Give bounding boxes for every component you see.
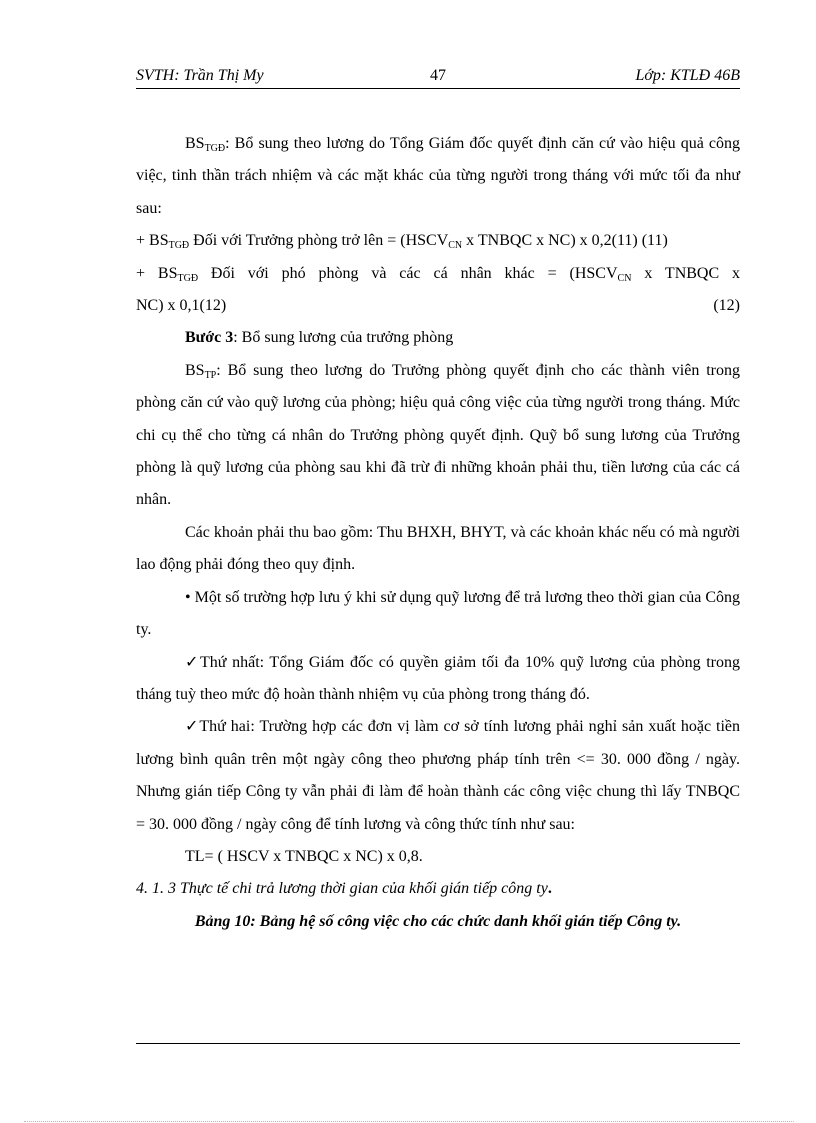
- deductions-paragraph: Các khoản phải thu bao gồm: Thu BHXH, BHYT, và các khoản khác nếu có mà người lao động phải đóng theo quy định.: [136, 523, 740, 574]
- section-heading: [136, 873, 740, 905]
- section-heading-text: 4. 1. 3 Thực tế chi trả lương thời gian của khối gián tiếp công ty: [136, 880, 548, 898]
- first-case-paragraph: [136, 647, 740, 712]
- bs-tp-label: BS: [185, 361, 205, 379]
- bs-tgd-text: : Bổ sung theo lương do Tổng Giám đốc quyết định căn cứ vào hiệu quả công việc, tinh thần trách nhiệm và các mặt khác của từng người trong tháng với mức tối đa như sau:: [136, 135, 740, 217]
- bs-tgd-label: BS: [185, 135, 205, 152]
- second-case-text: Thứ hai: Trường hợp các đơn vị làm cơ sở tính lương phải nghỉ sản xuất hoặc tiền lương bình quân trên một ngày công theo phương pháp tính trên <= 30. 000 đồng / ngày. Nhưng gián tiếp Công ty vẫn phải đi làm để hoàn thành các công việc chung thì lấy TNBQC = 30. 000 đồng / ngày công để tính lương và công thức tính như sau:: [136, 718, 741, 833]
- header-author: SVTH: Trần Thị My: [136, 67, 264, 84]
- formula-11-prefix: + BS: [136, 232, 169, 250]
- bs-tp-text: : Bổ sung theo lương do Trưởng phòng quyết định cho các thành viên trong phòng căn cứ vào quỹ lương của phòng; hiệu quả công việc của từng người trong tháng. Mức chi cụ thể cho từng cá nhân do Trưởng phòng quyết định. Quỹ bổ sung lương của Trưởng phòng là quỹ lương của phòng sau khi đã trừ đi những khoản phải thu, tiền lương của các cá nhân.: [136, 361, 740, 509]
- notes-text: Một số trường hợp lưu ý khi sử dụng quỹ lương để trả lương theo thời gian của Công ty.: [136, 588, 740, 639]
- first-case-text: Thứ nhất: Tổng Giám đốc có quyền giảm tối đa 10% quỹ lương của phòng trong tháng tuỳ theo mức độ hoàn thành nhiệm vụ của phòng trong tháng đó.: [136, 653, 741, 703]
- formula-11-subscript: TGĐ: [168, 240, 190, 252]
- formula-11-text: Đối với Trưởng phòng trở lên = (HSCV: [189, 232, 449, 250]
- checkmark-icon: ✓: [185, 653, 201, 671]
- table-title: Bảng 10: Bảng hệ số công việc cho các chức danh khối gián tiếp Công ty.: [194, 912, 682, 930]
- header-class: Lớp: KTLĐ 46B: [635, 67, 740, 84]
- formula-12-number: (12): [713, 297, 740, 315]
- page-edge-dotted-line: [24, 1121, 794, 1122]
- formula-12-text: Đối với phó phòng và các cá nhân khác = (HSCV: [198, 264, 618, 282]
- footer-rule: [136, 1043, 740, 1044]
- formula-12-line2: [136, 290, 740, 322]
- checkmark-icon: ✓: [185, 718, 200, 736]
- bullet-icon: •: [185, 588, 191, 606]
- formula-12-rest: x TNBQC x: [631, 264, 741, 282]
- formula-12-cn: CN: [617, 272, 632, 284]
- bs-tgd-paragraph: [136, 128, 740, 225]
- step-3-label: Bước 3: [185, 329, 234, 347]
- page-body: [136, 128, 740, 938]
- notes-paragraph: [136, 582, 740, 647]
- bs-tp-paragraph: [136, 355, 740, 517]
- tl-formula: TL= ( HSCV x TNBQC x NC) x 0,8.: [185, 847, 423, 865]
- second-case-paragraph: [136, 711, 740, 841]
- formula-11-rest: x TNBQC x NC) x 0,2(11) (11): [462, 232, 668, 250]
- page-header: [136, 62, 740, 89]
- header-page-number: 47: [430, 67, 446, 84]
- formula-12-subscript: TGĐ: [177, 272, 199, 284]
- formula-12-line2-text: NC) x 0,1(12): [136, 297, 227, 315]
- formula-11: [136, 225, 740, 257]
- formula-12: [136, 258, 740, 290]
- bs-tgd-subscript: TGĐ: [204, 143, 226, 154]
- formula-12-prefix: + BS: [136, 264, 178, 282]
- step-3: [136, 322, 740, 354]
- section-heading-dot: .: [547, 880, 552, 898]
- formula-11-cn: CN: [448, 240, 463, 252]
- step-3-text: : Bổ sung lương của trưởng phòng: [233, 329, 454, 347]
- bs-tp-subscript: TP: [204, 369, 217, 381]
